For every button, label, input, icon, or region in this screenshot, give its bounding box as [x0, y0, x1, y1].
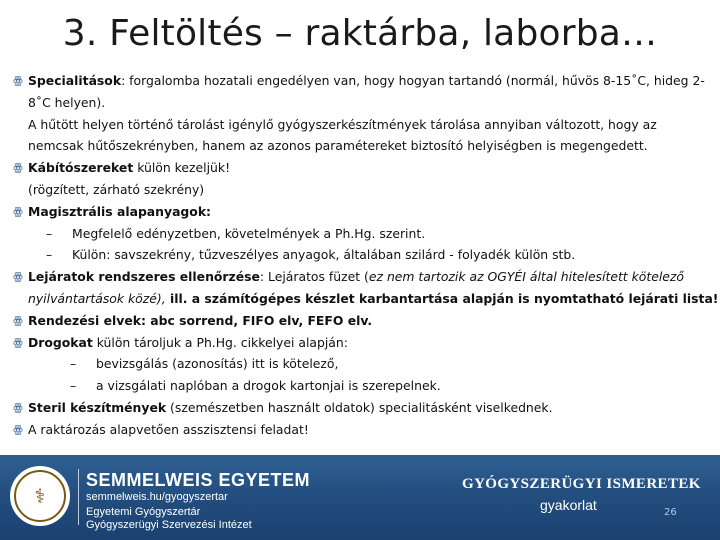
- item-heading: Drogokat: [28, 334, 93, 350]
- institute-line-2: Gyógyszerügyi Szervezési Intézet: [86, 519, 252, 531]
- list-item: [10, 70, 716, 92]
- list-item: [10, 266, 716, 288]
- slide-footer: [0, 455, 720, 540]
- dash-marker: –: [70, 356, 77, 372]
- list-item-continuation: [10, 135, 716, 157]
- university-name: SEMMELWEIS EGYETEM: [86, 470, 311, 490]
- sub-list-item: [10, 375, 716, 397]
- list-item: [10, 397, 716, 419]
- item-text: : Lejáratos füzet (: [259, 269, 369, 285]
- item-heading: Lejáratok rendszeres ellenőrzése: [28, 269, 260, 285]
- ribbon-bullet-icon: ꙮ: [13, 204, 23, 218]
- ribbon-bullet-icon: ꙮ: [13, 161, 23, 175]
- list-item-continuation: [10, 179, 716, 201]
- item-heading: Kábítószereket: [28, 160, 134, 176]
- item-italic-text: nyilvántartások közé),: [28, 290, 166, 306]
- item-heading: Rendezési elvek: abc sorrend, FIFO elv, FEFO elv.: [28, 312, 373, 328]
- dash-marker: –: [46, 225, 53, 241]
- course-title: GYÓGYSZERÜGYI ISMERETEK: [462, 476, 701, 492]
- item-bold-text: ill. a számítógépes készlet karbantartása alapján is nyomtatható lejárati lista!: [165, 290, 719, 306]
- item-heading: Magisztrális alapanyagok:: [28, 203, 212, 219]
- item-text: A raktározás alapvetően asszisztensi feladat!: [28, 421, 309, 437]
- list-item: [10, 157, 716, 179]
- university-seal-icon: [10, 466, 70, 526]
- ribbon-bullet-icon: ꙮ: [13, 74, 23, 87]
- ribbon-bullet-icon: ꙮ: [13, 270, 23, 284]
- list-item: [10, 419, 716, 441]
- list-item: [10, 332, 716, 354]
- item-text: Külön: savszekrény, tűzveszélyes anyagok, általában szilárd - folyadék külön stb.: [72, 247, 576, 263]
- item-text: bevizsgálás (azonosítás) itt is kötelező,: [96, 356, 339, 372]
- item-text: külön tároljuk a Ph.Hg. cikkelyei alapján:: [92, 334, 348, 350]
- ribbon-bullet-icon: ꙮ: [13, 400, 23, 414]
- ribbon-bullet-icon: ꙮ: [13, 313, 23, 327]
- item-italic-text: ez nem tartozik az OGYÉI által hitelesített kötelező: [368, 269, 684, 285]
- seal-emblem: ⚕: [14, 470, 66, 522]
- item-text: nemcsak hűtőszekrényben, hanem az azonos paramétereket biztosító helyiségben is megengedett.: [28, 138, 648, 154]
- institute-line-1: Egyetemi Gyógyszertár: [86, 506, 201, 518]
- item-text: Megfelelő edényzetben, követelmények a Ph.Hg. szerint.: [72, 225, 426, 241]
- item-text: 8˚C helyen).: [28, 94, 106, 110]
- item-text: a vizsgálati naplóban a drogok kartonjai is szerepelnek.: [96, 378, 441, 394]
- page-number: 26: [664, 507, 677, 518]
- item-text: (rögzített, zárható szekrény): [28, 181, 205, 197]
- university-url: semmelweis.hu/gyogyszertar: [86, 491, 228, 503]
- dash-marker: –: [46, 247, 53, 263]
- item-heading: Steril készítmények: [28, 399, 167, 415]
- list-item: [10, 310, 716, 332]
- item-text: A hűtött helyen történő tárolást igénylő gyógyszerkészítmények tárolása annyiban változott, hogy az: [28, 116, 657, 132]
- ribbon-bullet-icon: ꙮ: [13, 335, 23, 349]
- list-item-continuation: [10, 288, 719, 310]
- list-item: [10, 201, 716, 223]
- sub-list-item: [10, 353, 716, 375]
- item-text: (szemészetben használt oldatok) specialitásként viselkednek.: [166, 399, 553, 415]
- list-item-continuation: [10, 92, 716, 114]
- sub-list-item: [10, 244, 716, 266]
- dash-marker: –: [70, 378, 77, 394]
- item-heading: Specialitások: [28, 73, 122, 88]
- item-text: : forgalomba hozatali engedélyen van, hogy hogyan tartandó (normál, hűvös 8-15˚C, hideg 2-: [121, 73, 705, 88]
- ribbon-bullet-icon: ꙮ: [13, 422, 23, 436]
- slide-content: [10, 70, 719, 441]
- footer-divider: [78, 469, 79, 525]
- course-subtitle: gyakorlat: [540, 497, 597, 513]
- slide-title: 3. Feltöltés – raktárba, laborba…: [62, 13, 658, 54]
- sub-list-item: [10, 223, 716, 245]
- list-item-continuation: [10, 114, 716, 136]
- item-text: külön kezeljük!: [133, 160, 231, 176]
